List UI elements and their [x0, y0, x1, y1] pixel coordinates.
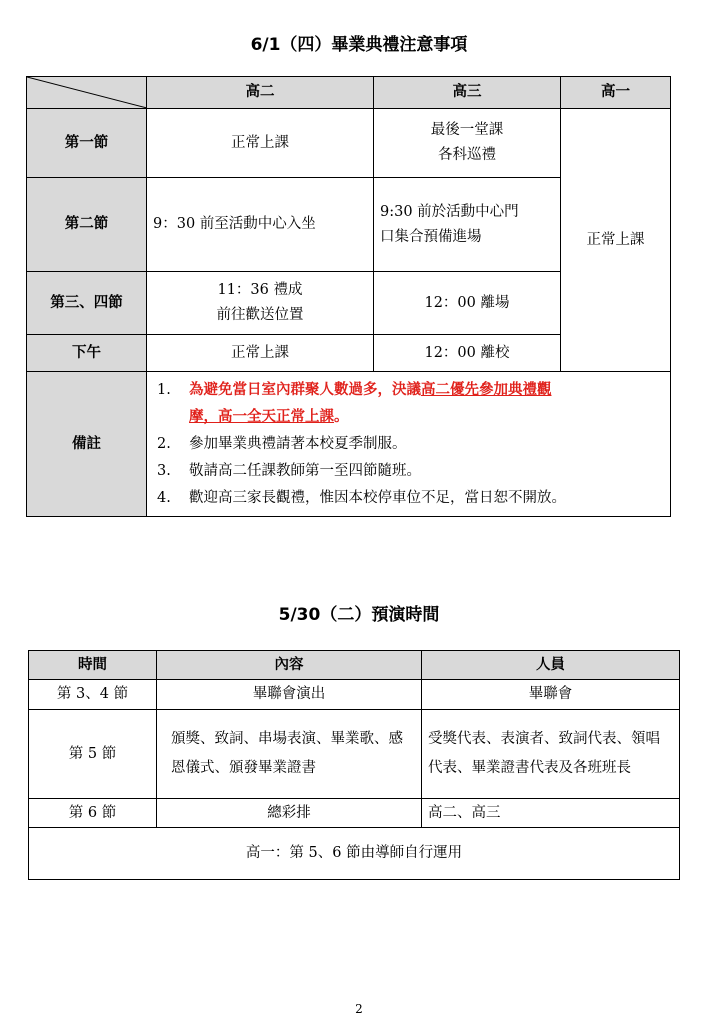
rehearsal-time: 第 5 節 — [29, 710, 157, 799]
g1-all-periods: 正常上課 — [561, 109, 671, 372]
rehearsal-time: 第 6 節 — [29, 799, 157, 828]
g3-period-1-line1: 最後一堂課 — [430, 122, 504, 138]
note-1-part3: 摩，高一全天正常上課 — [189, 408, 334, 425]
section2-title: 5/30（二）預演時間 — [278, 605, 440, 625]
row-label-period-1: 第一節 — [27, 109, 147, 178]
row-label-afternoon: 下午 — [27, 335, 147, 372]
col-header-grade-2: 高二 — [147, 77, 374, 109]
col-header-content: 內容 — [157, 651, 422, 680]
note-item — [153, 431, 664, 458]
row-label-period-3-4: 第三、四節 — [27, 272, 147, 335]
note-number: 3. — [157, 462, 171, 479]
note-number: 4. — [157, 489, 171, 506]
col-header-time: 時間 — [29, 651, 157, 680]
rehearsal-people: 畢聯會 — [422, 680, 680, 710]
col-header-people: 人員 — [422, 651, 680, 680]
g2-afternoon: 正常上課 — [147, 335, 374, 372]
note-1-part4: 。 — [334, 408, 349, 425]
rehearsal-time: 第 3、4 節 — [29, 680, 157, 710]
notes-cell — [147, 372, 671, 517]
g3-period-1-line2: 各科巡禮 — [438, 147, 496, 163]
rehearsal-people: 高二、高三 — [422, 799, 680, 828]
note-text — [189, 377, 664, 431]
note-number: 2. — [157, 435, 171, 452]
note-text: 參加畢業典禮請著本校夏季制服。 — [189, 435, 407, 452]
rehearsal-table — [28, 650, 680, 880]
note-text: 敬請高二任課教師第一至四節隨班。 — [189, 462, 421, 479]
rehearsal-content: 畢聯會演出 — [157, 680, 422, 710]
rehearsal-footer-note: 高一：第 5、6 節由導師自行運用 — [29, 828, 680, 880]
diagonal-line — [27, 77, 147, 108]
rehearsal-people: 受獎代表、表演者、致詞代表、領唱代表、畢業證書代表及各班班長 — [422, 710, 680, 799]
g3-period-1 — [374, 109, 561, 178]
g3-period-3-4: 12：00 離場 — [374, 272, 561, 335]
page-number: 2 — [355, 1002, 363, 1016]
note-item — [153, 458, 664, 485]
note-1-part1: 為避免當日室內群聚人數過多，決議 — [189, 381, 421, 398]
g3-period-2-line2: 口集合預備進場 — [380, 228, 482, 245]
col-header-grade-1: 高一 — [561, 77, 671, 109]
note-item — [153, 377, 664, 431]
g2-period-3-4 — [147, 272, 374, 335]
note-1-part2: 高二優先參加典禮觀 — [421, 381, 552, 398]
col-header-grade-3: 高三 — [374, 77, 561, 109]
section1-title: 6/1（四）畢業典禮注意事項 — [250, 35, 468, 55]
row-label-period-2: 第二節 — [27, 178, 147, 272]
g2-period-3-4-line2: 前往歡送位置 — [216, 307, 304, 323]
note-text: 歡迎高三家長觀禮，惟因本校停車位不足，當日恕不開放。 — [189, 489, 566, 506]
g2-period-3-4-line1: 11：36 禮成 — [217, 282, 303, 298]
note-item — [153, 485, 664, 512]
g2-period-2: 9：30 前至活動中心入坐 — [147, 178, 374, 272]
g2-period-1: 正常上課 — [147, 109, 374, 178]
graduation-schedule-table — [26, 76, 671, 517]
notes-label: 備註 — [27, 372, 147, 517]
g3-period-2-line1: 9:30 前於活動中心門 — [380, 203, 519, 220]
g3-period-2 — [374, 178, 561, 272]
note-number: 1. — [157, 381, 171, 398]
g3-afternoon: 12：00 離校 — [374, 335, 561, 372]
diagonal-header-cell — [27, 77, 147, 109]
rehearsal-content: 總彩排 — [157, 799, 422, 828]
rehearsal-content: 頒獎、致詞、串場表演、畢業歌、感恩儀式、頒發畢業證書 — [157, 710, 422, 799]
